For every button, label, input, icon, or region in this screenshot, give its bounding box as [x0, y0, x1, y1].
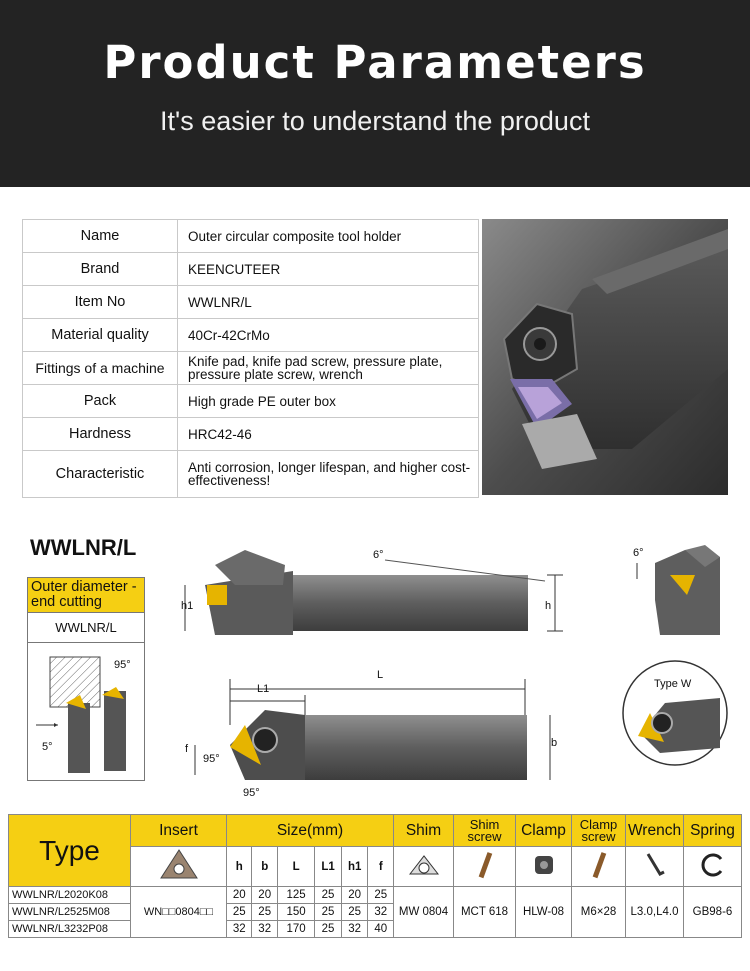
clamp-icon — [516, 847, 572, 887]
size-cell: 20 — [227, 887, 252, 904]
size-cell: 125 — [277, 887, 314, 904]
size-cell: 170 — [277, 921, 314, 938]
size-cell: 32 — [252, 921, 277, 938]
size-col-h1: h1 — [341, 847, 368, 887]
size-col-L: L — [277, 847, 314, 887]
spec-row — [23, 319, 479, 352]
header-banner — [0, 0, 750, 187]
model-cell: WWLNR/L3232P08 — [9, 921, 131, 938]
model-table — [8, 814, 742, 938]
type-w-label: Type W — [654, 678, 692, 690]
spec-value: KEENCUTEER — [178, 253, 479, 286]
clamp-cell: HLW-08 — [516, 887, 572, 938]
angle-label-6: 6° — [373, 549, 384, 561]
col-type-header: Type — [9, 815, 131, 887]
spec-table — [22, 219, 479, 498]
size-cell: 32 — [341, 921, 368, 938]
cutting-type-label: Outer diameter - end cutting — [28, 578, 144, 612]
spec-key: Material quality — [23, 319, 178, 352]
model-cell: WWLNR/L2525M08 — [9, 904, 131, 921]
dim-label-h: h — [545, 600, 552, 612]
spec-value: Outer circular composite tool holder — [178, 220, 479, 253]
size-cell: 32 — [368, 904, 394, 921]
page-subtitle: It's easier to understand the product — [160, 106, 590, 136]
spec-value: High grade PE outer box — [178, 385, 479, 418]
table-row — [9, 887, 742, 904]
spec-value: 40Cr-42CrMo — [178, 319, 479, 352]
spec-key: Fittings of a machine — [23, 352, 178, 385]
spec-row — [23, 220, 479, 253]
size-cell: 25 — [315, 887, 342, 904]
dim-label-L: L — [377, 669, 384, 681]
cutting-type-box — [27, 577, 145, 643]
insert-code-cell: WN□□0804□□ — [131, 887, 227, 938]
spring-cell: GB98-6 — [684, 887, 742, 938]
shim-cell: MW 0804 — [394, 887, 454, 938]
size-col-h: h — [227, 847, 252, 887]
spec-row — [23, 418, 479, 451]
size-cell: 20 — [252, 887, 277, 904]
clamp-screw-cell: M6×28 — [572, 887, 626, 938]
spec-key: Hardness — [23, 418, 178, 451]
spring-icon — [684, 847, 742, 887]
size-cell: 150 — [277, 904, 314, 921]
cutting-type-model: WWLNR/L — [28, 612, 144, 642]
cutting-illustration — [27, 642, 145, 781]
spec-value: Knife pad, knife pad screw, pressure plate, pressure plate screw, wrench — [178, 352, 479, 385]
col-size-header: Size(mm) — [227, 815, 394, 847]
size-cell: 25 — [315, 904, 342, 921]
spec-row — [23, 451, 479, 498]
angle-label-5: 5° — [42, 741, 53, 753]
spec-key: Brand — [23, 253, 178, 286]
spec-row — [23, 253, 479, 286]
angle-label-6-end: 6° — [633, 547, 644, 559]
dim-label-h1: h1 — [181, 600, 194, 612]
angle-label-95-bottom: 95° — [243, 787, 260, 799]
spec-value: Anti corrosion, longer lifespan, and higher cost-effectiveness! — [178, 451, 479, 498]
shim-screw-cell: MCT 618 — [454, 887, 516, 938]
spec-row — [23, 385, 479, 418]
size-cell: 25 — [252, 904, 277, 921]
type-w-detail — [620, 658, 730, 768]
dim-label-b: b — [551, 737, 558, 749]
spec-key: Item No — [23, 286, 178, 319]
wrench-icon — [626, 847, 684, 887]
spec-row — [23, 286, 479, 319]
diagram-title: WWLNR/L — [30, 535, 137, 560]
spec-value: HRC42-46 — [178, 418, 479, 451]
shim-icon — [394, 847, 454, 887]
top-view-diagram — [185, 665, 570, 800]
insert-icon — [131, 847, 227, 887]
col-spring-header: Spring — [684, 815, 742, 847]
col-insert-header: Insert — [131, 815, 227, 847]
spec-key: Pack — [23, 385, 178, 418]
angle-label-95-small: 95° — [114, 659, 131, 671]
shim-screw-icon — [454, 847, 516, 887]
size-col-f: f — [368, 847, 394, 887]
wrench-cell: L3.0,L4.0 — [626, 887, 684, 938]
end-view-diagram — [625, 545, 725, 635]
dim-label-f: f — [185, 743, 189, 755]
page-title: Product Parameters — [103, 36, 647, 89]
size-cell: 40 — [368, 921, 394, 938]
model-cell: WWLNR/L2020K08 — [9, 887, 131, 904]
size-cell: 20 — [341, 887, 368, 904]
product-photo — [482, 219, 728, 495]
col-clamp-header: Clamp — [516, 815, 572, 847]
col-shim-header: Shim — [394, 815, 454, 847]
col-clamp-screw-header: Clamp screw — [572, 815, 626, 847]
size-col-b: b — [252, 847, 277, 887]
size-col-L1: L1 — [315, 847, 342, 887]
spec-row — [23, 352, 479, 385]
side-view-diagram — [175, 545, 570, 640]
size-cell: 25 — [368, 887, 394, 904]
spec-key: Name — [23, 220, 178, 253]
size-cell: 25 — [315, 921, 342, 938]
size-cell: 25 — [227, 904, 252, 921]
spec-value: WWLNR/L — [178, 286, 479, 319]
col-shim-screw-header: Shim screw — [454, 815, 516, 847]
dim-label-L1: L1 — [257, 683, 270, 695]
size-cell: 25 — [341, 904, 368, 921]
spec-key: Characteristic — [23, 451, 178, 498]
size-cell: 32 — [227, 921, 252, 938]
clamp-screw-icon — [572, 847, 626, 887]
angle-label-95-top: 95° — [203, 753, 220, 765]
col-wrench-header: Wrench — [626, 815, 684, 847]
